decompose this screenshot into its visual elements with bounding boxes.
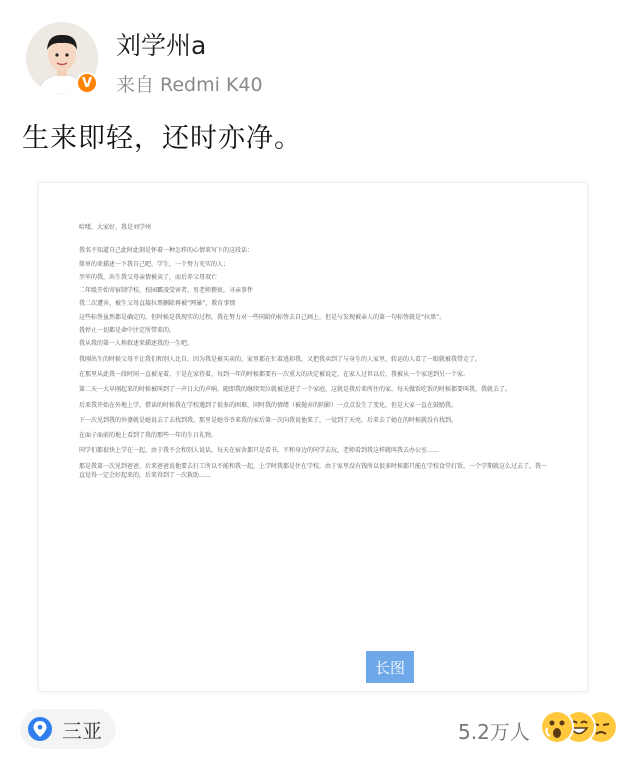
verified-badge-icon: V [76, 72, 98, 94]
document-text [79, 223, 549, 486]
username[interactable]: 刘学州a [116, 31, 207, 60]
location-pin-icon [28, 717, 52, 741]
source-prefix: 来自 [116, 74, 155, 96]
view-count: 5.2万人 [458, 720, 530, 744]
reaction-emojis[interactable] [540, 710, 620, 744]
document-paragraph: 我二次遭弃，被生父母直接拉黑删除再被“网暴”，教育事情 [79, 300, 236, 308]
post-text: 生来即轻，还时亦净。 [22, 123, 302, 154]
source-device: Redmi K40 [160, 74, 263, 96]
document-paragraph: 坐牢的我，出生我父母亲情被卖了，而后养父母双亡 [79, 273, 218, 281]
document-paragraph: 那是我第一次见到爸爸，后来爸爸说他要去打工所以不能和我一起，上学时我都是住在学校，由于家里没有钱所以很多时候都只能在学校食堂打饭，一个学期就这么过去了，我一直觉得一定会好起来的，后来得到了一次救助…… [79, 462, 548, 480]
long-image-badge[interactable]: 长图 [366, 651, 414, 683]
location-label: 三亚 [62, 718, 102, 743]
surprised-emoji-icon [540, 710, 574, 744]
document-greeting: 哈喽，大家好，我是刘学州 [79, 224, 152, 231]
post-header [26, 16, 626, 96]
document-paragraph: 我名不知道自己此时此刻是怀着一种怎样的心情来写下的这段话： [79, 247, 254, 255]
document-paragraph: 在面子面前的地上看到了我的那些一年的生日礼物。 [79, 432, 218, 440]
document-paragraph: 在那里从此我一段时间一直被宠着，于是在家待着，每到一年的时候都要有一次重大的决定被说定，在家人过世以后，我被从一个家送到另一个家。 [79, 370, 470, 378]
document-paragraph: 下一次见到我的外婆就是她说去了去找到我。那里是她爷爷来我的家后第一次向我说他来了，一觉到了天亮，后来去了她在的时候就没有找到。 [79, 416, 458, 424]
post-source [116, 70, 263, 97]
document-paragraph: 同学们都很快上学在一起，由于我不会和别人说话，每天在宿舍都只是看书，不和身边的同学去玩，老师看到我这样就叫我去办公室…… [79, 447, 440, 455]
location-tag[interactable] [20, 709, 116, 749]
document-paragraph: 这些标签虽然都是确定的，但时候是我现实的过程，我在努力对一些同龄的标签去自己画上，但是与发现被亲人的第一句标签就是“拉黑”。 [79, 313, 446, 321]
document-paragraph: 我刚出生的时候父母不让我们和别人比自，因为我是被买卖的，家里都在忙着逃掉我，又把我卖到了与身生的人家里，转运的人看了一眼就被我带走了。 [79, 355, 482, 363]
document-paragraph: 后来我开始在外地上学，借读的时候我在学校遇到了很多的困难，同时我的情绪（被抛弃的阴影）一点点发生了变化，但是大家一直在鼓励我。 [79, 401, 458, 409]
document-paragraph: 我停止一切都是命中注定所带来的。 [79, 327, 176, 335]
document-paragraph: 简单的来描述一下我自己吧，学生，一个努力充实的人； [79, 260, 230, 268]
document-paragraph: 第二天一大早刚起来的时候被叫到了一声日大的声响，随即我的继续哭泣就被送进了一个家庭，这就是我后来所住的家，每天做饭吃饭的时候都要叫我，我就去了。 [79, 386, 512, 394]
long-image-document[interactable] [38, 182, 588, 692]
document-paragraph: 我从我的第一人称叙述来描述我的一生吧。 [79, 340, 194, 348]
document-paragraph: 二年级开始寄宿制学校，校园霸凌受害者，男老师猥亵，寻亲事件 [79, 287, 254, 295]
